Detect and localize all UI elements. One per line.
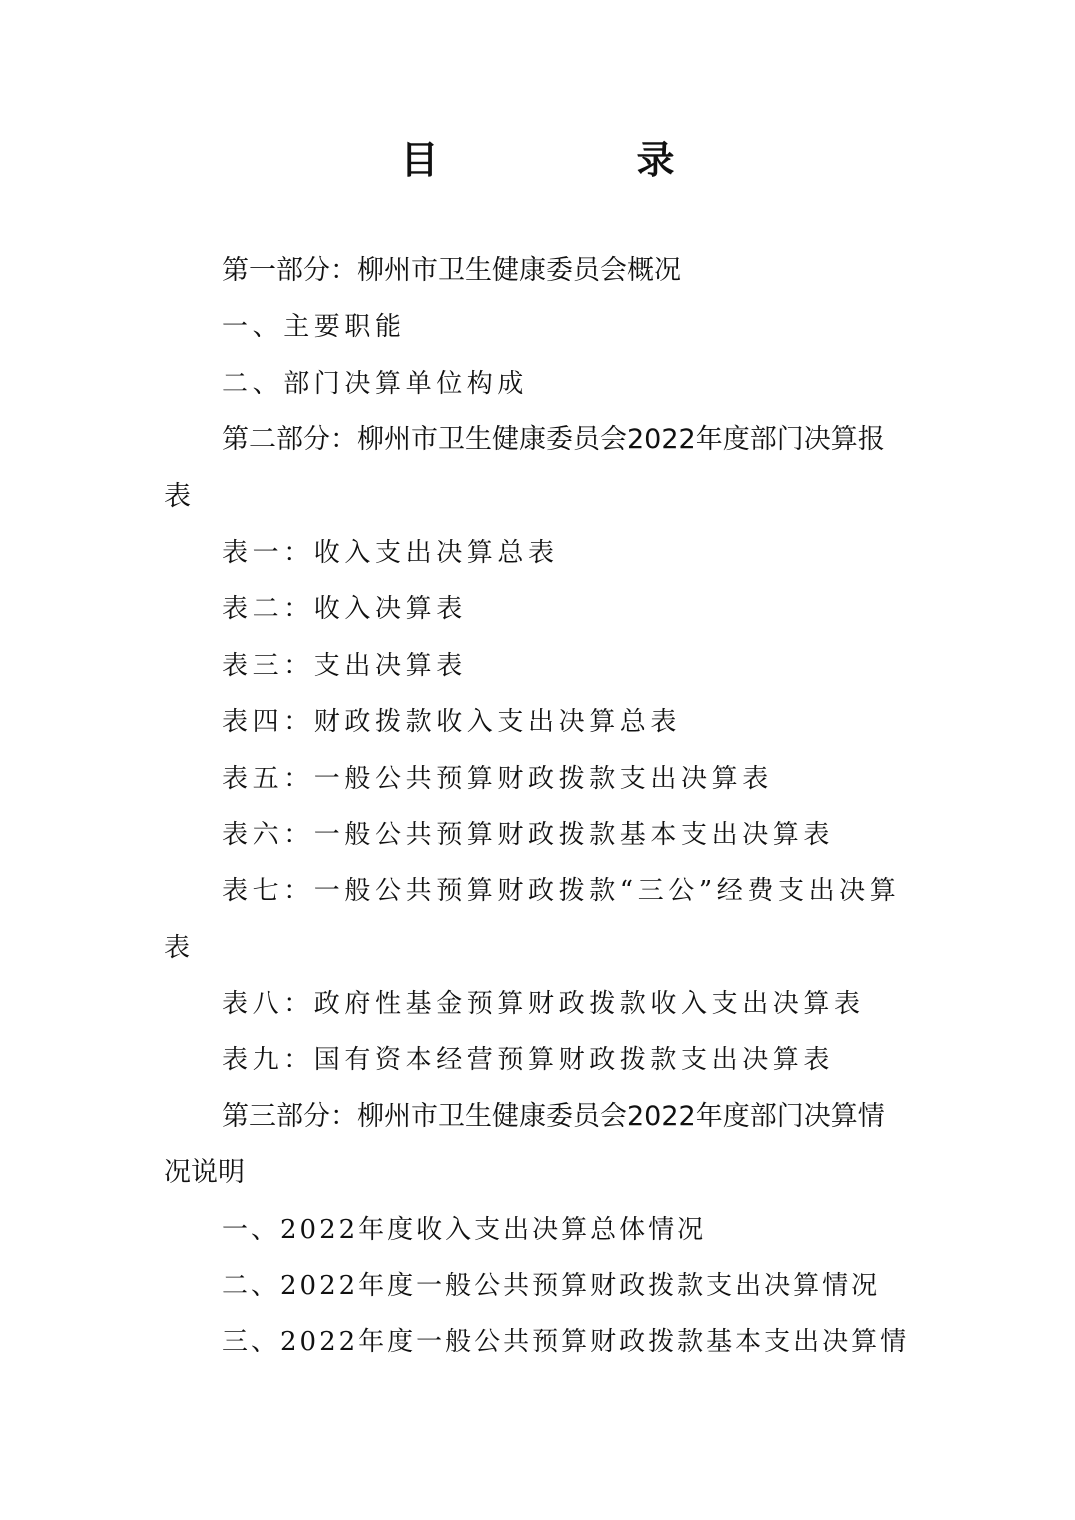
toc-item-table-4: 表四：财政拨款收入支出决算总表	[222, 707, 682, 738]
toc-item-basic-expenditure: 三、2022年度一般公共预算财政拨款基本支出决算情	[222, 1327, 910, 1358]
part3-heading-continued: 况说明	[164, 1157, 245, 1189]
toc-item-table-1: 表一：收入支出决算总表	[222, 537, 559, 568]
toc-item-table-8: 表八：政府性基金预算财政拨款收入支出决算表	[222, 989, 865, 1020]
toc-item-table-9: 表九：国有资本经营预算财政拨款支出决算表	[222, 1045, 835, 1076]
toc-item-unit-composition: 二、部门决算单位构成	[222, 368, 529, 399]
toc-item-table-7-continued: 表	[164, 932, 195, 963]
toc-item-main-functions: 一、主要职能	[222, 312, 406, 343]
table-of-contents	[164, 243, 916, 1371]
page-title: 目 录	[400, 138, 755, 182]
toc-item-table-5: 表五：一般公共预算财政拨款支出决算表	[222, 763, 773, 794]
toc-item-table-7: 表七：一般公共预算财政拨款“三公”经费支出决算	[222, 876, 901, 907]
toc-item-table-6: 表六：一般公共预算财政拨款基本支出决算表	[222, 819, 835, 850]
part2-heading-continued: 表	[164, 480, 191, 512]
part1-heading: 第一部分：柳州市卫生健康委员会概况	[222, 255, 681, 286]
part2-heading: 第二部分：柳州市卫生健康委员会2022年度部门决算报	[222, 424, 885, 456]
part3-heading: 第三部分：柳州市卫生健康委员会2022年度部门决算情	[222, 1100, 885, 1132]
toc-item-table-2: 表二：收入决算表	[222, 594, 467, 625]
toc-item-overall-situation: 一、2022年度收入支出决算总体情况	[222, 1214, 707, 1245]
toc-item-table-3: 表三：支出决算表	[222, 650, 467, 681]
toc-item-general-budget-expenditure: 二、2022年度一般公共预算财政拨款支出决算情况	[222, 1271, 881, 1302]
